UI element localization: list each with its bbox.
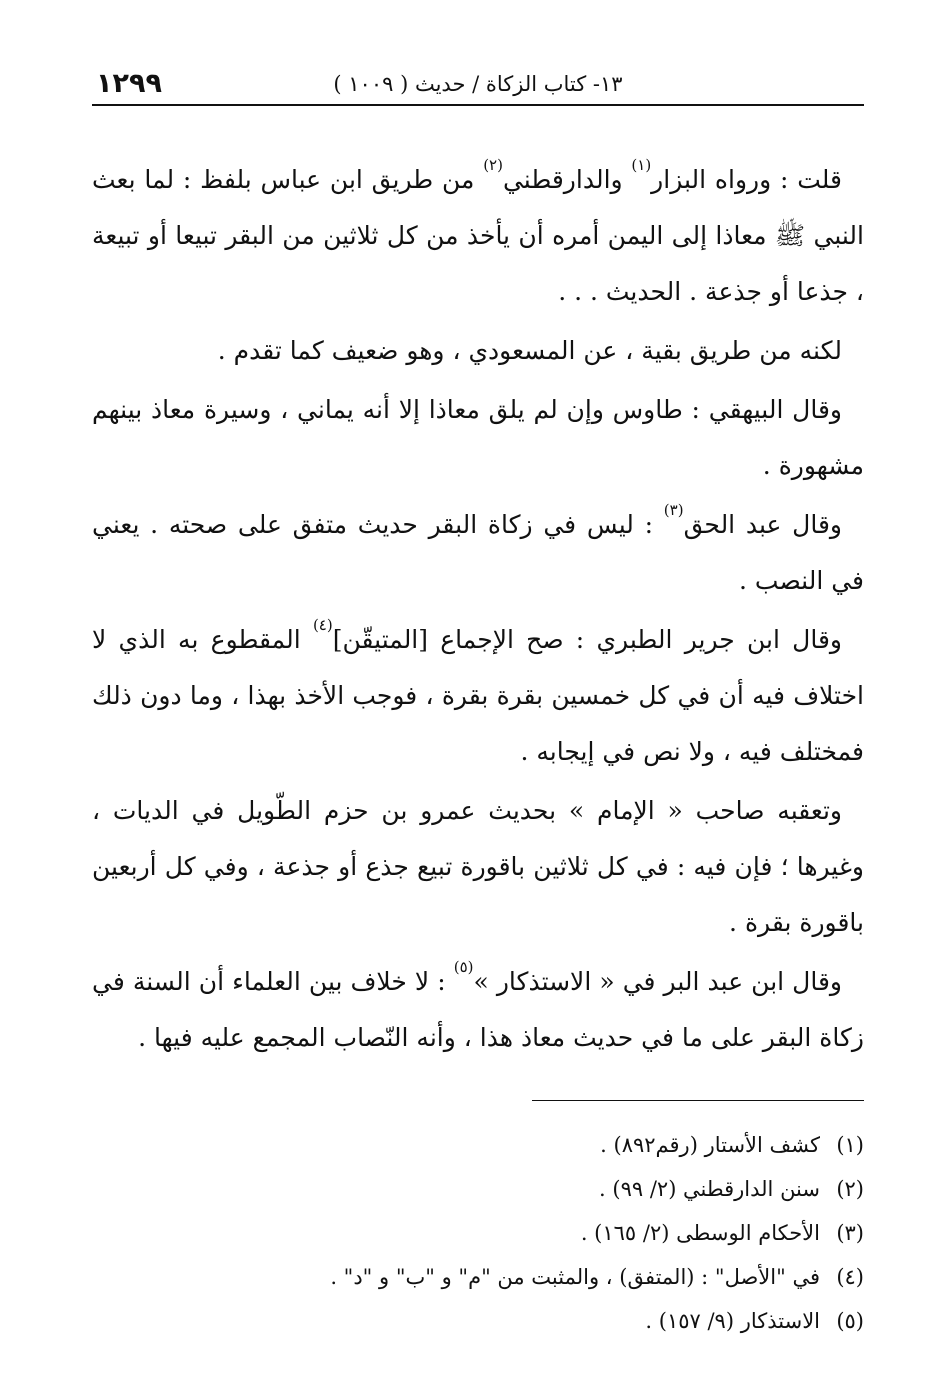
page-number: ١٢٩٩ [96, 68, 162, 99]
paragraph: وقال البيهقي : طاوس وإن لم يلق معاذا إلا أنه يماني ، وسيرة معاذ بينهم مشهورة . [92, 395, 864, 480]
footnote-ref[interactable]: (٥) [453, 957, 474, 976]
footnote-text: في "الأصل" : (المتفق) ، والمثبت من "م" و "ب" و "د" . [330, 1265, 820, 1289]
footnote-item [92, 1255, 864, 1299]
paragraph: وقال ابن جرير الطبري : صح الإجماع [المتيقّن]$^{(٤)}$ المقطوع به الذي لا اختلاف فيه أن في كل خمسين بقرة بقرة ، فوجب الأخذ بهذا ، وما دون ذلك فمختلف فيه ، ولا نص في إيجابه . [92, 615, 864, 766]
footnote-item [92, 1167, 864, 1211]
footnote-number: (٤) [836, 1265, 864, 1289]
footnote-number: (١) [836, 1133, 864, 1157]
footnote-ref[interactable]: (٢) [483, 155, 503, 174]
footnote-number: (٥) [836, 1309, 864, 1333]
paragraph: وتعقبه صاحب « الإمام » بحديث عمرو بن حزم الطّويل في الديات ، وغيرها ؛ فإن فيه : في كل ثلاثين باقورة تبيع جذع أو جذعة ، وفي كل أربعين باقورة بقرة . [92, 796, 864, 937]
footnote-item [92, 1123, 864, 1167]
footnote-text: سنن الدارقطني (٢/ ٩٩) . [599, 1177, 820, 1201]
footnote-text: كشف الأستار (رقم٨٩٢) . [600, 1133, 820, 1157]
paragraph: لكنه من طريق بقية ، عن المسعودي ، وهو ضعيف كما تقدم . [217, 336, 842, 365]
footnote-number: (٣) [836, 1221, 864, 1245]
running-header [92, 64, 864, 106]
footnote-item [92, 1299, 864, 1343]
paragraph: قلت : ورواه البزار$^{(١)}$ والدارقطني$^{(٢)}$ من طريق ابن عباس بلفظ : لما بعث النبي ﷺ معاذا إلى اليمن أمره أن يأخذ من كل ثلاثين من البقر تبيعا أو تبيعة ، جذعا أو جذعة . الحديث . . . [92, 155, 864, 306]
book-page [92, 64, 864, 1333]
footnote-item [92, 1211, 864, 1255]
footnote-divider [532, 1100, 864, 1101]
footnote-ref[interactable]: (١) [631, 155, 652, 174]
footnote-number: (٢) [836, 1177, 864, 1201]
footnote-text: الاستذكار (٩/ ١٥٧) . [645, 1309, 820, 1333]
paragraph: وقال ابن عبد البر في « الاستذكار »$^{(٥)}$ : لا خلاف بين العلماء أن السنة في زكاة البقر على ما في حديث معاذ هذا ، وأنه النّصاب المجمع عليه فيها . [92, 957, 864, 1052]
main-text [92, 152, 864, 1066]
footnote-ref[interactable]: (٤) [312, 615, 333, 634]
chapter-title: ١٣- كتاب الزكاة / حديث ( ١٠٠٩ ) [333, 72, 623, 96]
footnote-text: الأحكام الوسطى (٢/ ١٦٥) . [580, 1221, 820, 1245]
paragraph: وقال عبد الحق$^{(٣)}$ : ليس في زكاة البقر حديث متفق على صحته . يعني في النصب . [92, 500, 864, 595]
footnote-ref[interactable]: (٣) [663, 500, 684, 519]
footnotes [92, 1123, 864, 1343]
